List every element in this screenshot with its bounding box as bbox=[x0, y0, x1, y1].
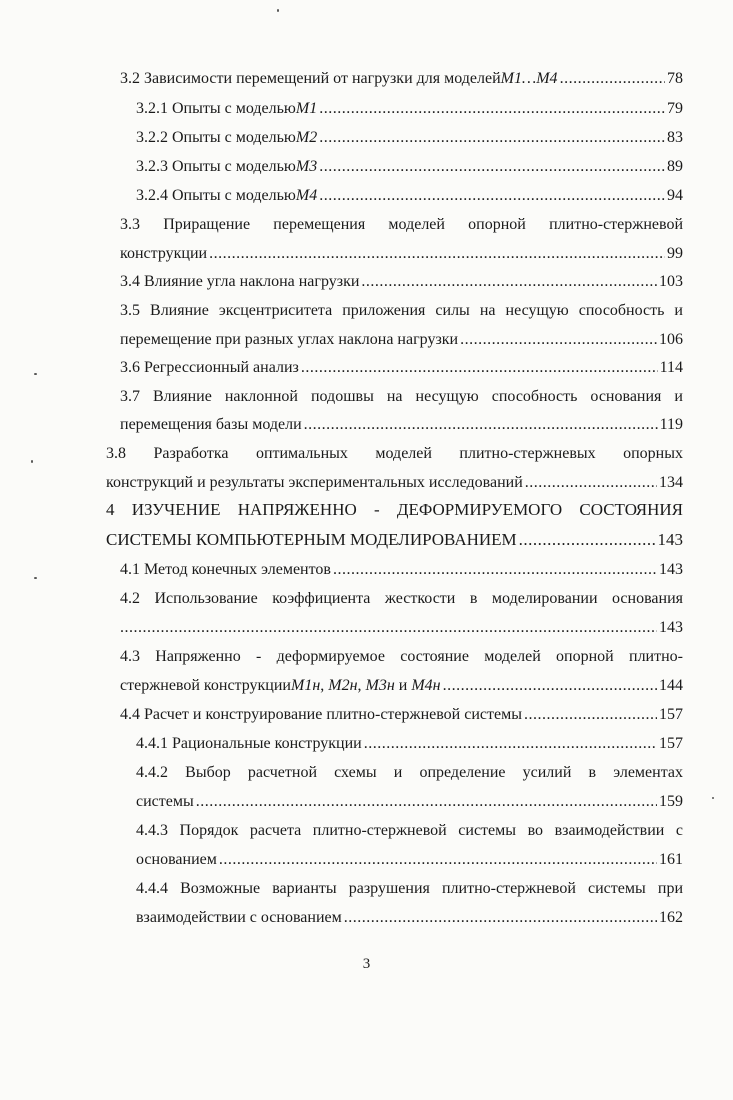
toc-entry-4-line2[interactable]: СИСТЕМЫ КОМПЬЮТЕРНЫМ МОДЕЛИРОВАНИЕМ ..... 143 bbox=[106, 530, 683, 549]
toc-entry-3-2-1[interactable]: 3.2.1 Опыты с моделью М1 ..... 79 bbox=[136, 99, 683, 118]
toc-entry-3-6[interactable]: 3.6 Регрессионный анализ ..... 114 bbox=[120, 358, 683, 377]
scan-speck bbox=[712, 797, 714, 799]
page-ref: 103 bbox=[659, 273, 683, 290]
page-ref: 119 bbox=[659, 416, 683, 433]
toc-entry-4-4-4-line2[interactable]: взаимодействии с основанием ..... 162 bbox=[136, 908, 683, 927]
toc-entry-4-3-line2[interactable]: стержневой конструкции М1н , М2н , М3н и М4н ..... 144 bbox=[120, 676, 683, 695]
page-ref: 159 bbox=[659, 793, 683, 810]
toc-entry-3-3-line2[interactable]: конструкции ..... 99 bbox=[120, 244, 683, 263]
toc-entry-3-4[interactable]: 3.4 Влияние угла наклона нагрузки ..... 103 bbox=[120, 272, 683, 291]
page-ref: 134 bbox=[659, 474, 683, 491]
toc-entry-3-2-4[interactable]: 3.2.4 Опыты с моделью М4 ..... 94 bbox=[136, 186, 683, 205]
page-ref: 114 bbox=[659, 359, 683, 376]
toc-entry-3-2-3[interactable]: 3.2.3 Опыты с моделью М3 ..... 89 bbox=[136, 157, 683, 176]
toc-entry-3-5-line2[interactable]: перемещение при разных углах наклона нагрузки ..... 106 bbox=[120, 330, 683, 349]
scan-speck bbox=[34, 577, 37, 579]
dot-leader bbox=[120, 618, 657, 637]
dot-leader bbox=[560, 69, 665, 88]
page-ref: 144 bbox=[659, 677, 683, 694]
toc-entry-3-7-line1[interactable]: 3.7 Влияние наклонной подошвы на несущую способность основания и bbox=[120, 388, 683, 405]
dot-leader bbox=[304, 415, 658, 434]
dot-leader bbox=[301, 358, 658, 377]
dot-leader bbox=[319, 157, 665, 176]
dot-leader bbox=[344, 908, 657, 927]
dot-leader bbox=[364, 734, 657, 753]
dot-leader bbox=[460, 330, 657, 349]
page-ref: 143 bbox=[659, 619, 683, 636]
dot-leader bbox=[333, 560, 657, 579]
dot-leader bbox=[319, 186, 665, 205]
dot-leader bbox=[219, 850, 657, 869]
toc-entry-4-1[interactable]: 4.1 Метод конечных элементов ..... 143 bbox=[120, 560, 683, 579]
scan-speck bbox=[34, 373, 37, 375]
page-number: 3 bbox=[362, 956, 371, 972]
page-ref: 99 bbox=[667, 245, 683, 262]
toc-entry-4-4-4-line1[interactable]: 4.4.4 Возможные варианты разрушения плитно-стержневой системы при bbox=[136, 880, 683, 897]
page-ref: 143 bbox=[659, 561, 683, 578]
page-ref: 94 bbox=[667, 187, 683, 204]
page-ref: 106 bbox=[659, 331, 683, 348]
dot-leader bbox=[443, 676, 657, 695]
toc-entry-3-5-line1[interactable]: 3.5 Влияние эксцентриситета приложения силы на несущую способность и bbox=[120, 302, 683, 319]
page-ref: 161 bbox=[659, 851, 683, 868]
page-ref: 89 bbox=[667, 158, 683, 175]
toc-entry-3-8-line1[interactable]: 3.8 Разработка оптимальных моделей плитно-стержневых опорных bbox=[106, 445, 683, 462]
dot-leader bbox=[525, 473, 657, 492]
toc-entry-4-4-2-line1[interactable]: 4.4.2 Выбор расчетной схемы и определение усилий в элементах bbox=[136, 764, 683, 781]
page-ref: 78 bbox=[667, 70, 683, 87]
scan-speck bbox=[31, 460, 33, 463]
toc-entry-3-3-line1[interactable]: 3.3 Приращение перемещения моделей опорной плитно-стержневой bbox=[120, 216, 683, 233]
toc-entry-4-4[interactable]: 4.4 Расчет и конструирование плитно-стержневой системы ..... 157 bbox=[120, 705, 683, 724]
toc-entry-4-3-line1[interactable]: 4.3 Напряженно - деформируемое состояние моделей опорной плитно- bbox=[120, 648, 683, 665]
scan-speck bbox=[277, 9, 279, 12]
page-ref: 162 bbox=[659, 909, 683, 926]
dot-leader bbox=[524, 705, 657, 724]
dot-leader bbox=[319, 128, 665, 147]
toc-entry-3-8-line2[interactable]: конструкций и результаты экспериментальных исследований ..... 134 bbox=[106, 473, 683, 492]
page-ref: 157 bbox=[659, 706, 683, 723]
page-ref: 79 bbox=[667, 100, 683, 117]
dot-leader bbox=[196, 792, 657, 811]
toc-entry-4-2-line2[interactable] bbox=[120, 618, 683, 637]
toc-entry-3-7-line2[interactable]: перемещения базы модели ..... 119 bbox=[120, 415, 683, 434]
toc-entry-4-4-1[interactable]: 4.4.1 Рациональные конструкции ..... 157 bbox=[136, 734, 683, 753]
dot-leader bbox=[209, 244, 665, 263]
toc-entry-4-line1[interactable]: 4 ИЗУЧЕНИЕ НАПРЯЖЕННО - ДЕФОРМИРУЕМОГО СОСТОЯНИЯ bbox=[106, 500, 683, 519]
toc-entry-4-4-3-line2[interactable]: основанием ..... 161 bbox=[136, 850, 683, 869]
toc-entry-3-2-2[interactable]: 3.2.2 Опыты с моделью М2 ..... 83 bbox=[136, 128, 683, 147]
dot-leader bbox=[519, 530, 656, 549]
toc-entry-4-4-2-line2[interactable]: системы ..... 159 bbox=[136, 792, 683, 811]
page-ref: 143 bbox=[657, 530, 683, 549]
toc-entry-4-4-3-line1[interactable]: 4.4.3 Порядок расчета плитно-стержневой системы во взаимодействии с bbox=[136, 822, 683, 839]
dot-leader bbox=[361, 272, 657, 291]
dot-leader bbox=[319, 99, 665, 118]
page-ref: 157 bbox=[659, 735, 683, 752]
page-ref: 83 bbox=[667, 129, 683, 146]
toc-entry-4-2-line1[interactable]: 4.2 Использование коэффициента жесткости в моделировании основания bbox=[120, 590, 683, 607]
toc-entry-3-2[interactable]: 3.2 Зависимости перемещений от нагрузки для моделей М1…М4 ..... 78 bbox=[120, 69, 683, 88]
